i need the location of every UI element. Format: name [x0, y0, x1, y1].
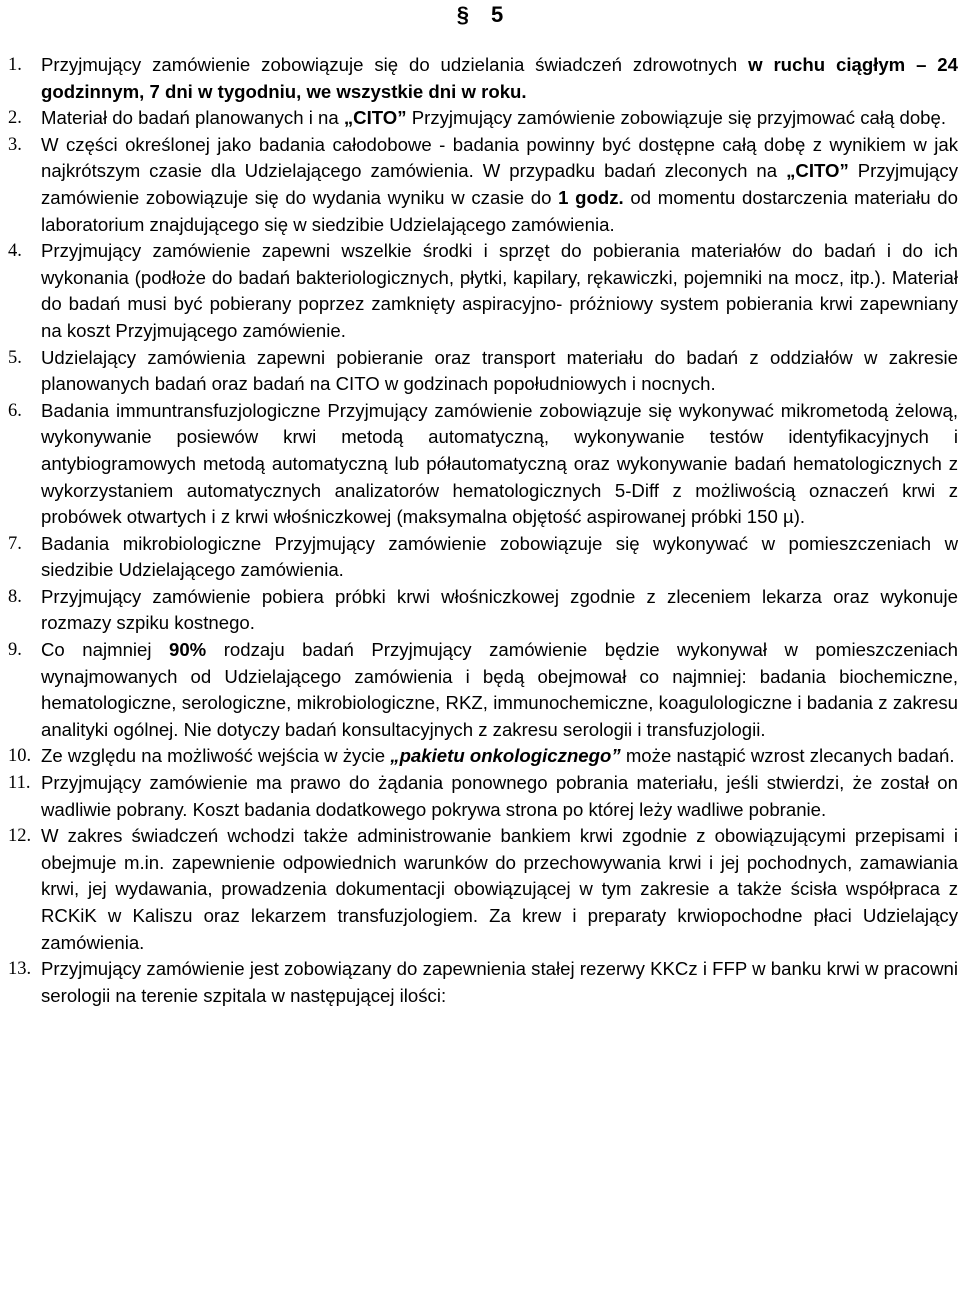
item-text — [41, 584, 958, 637]
list-item — [0, 823, 958, 956]
text-segment: Materiał do badań planowanych i na — [41, 107, 344, 129]
item-number: 7. — [8, 533, 22, 554]
bold-text: w ruchu ciągłym – 24 godzinnym, 7 dni w tygodniu, we wszystkie dni w roku. — [41, 54, 958, 102]
text-segment: od momentu dostarczenia materiału do laboratorium znajdującego się w siedzibie Udzielającego zamówienia. — [41, 186, 958, 235]
list-item — [0, 637, 958, 743]
text-segment: Badania mikrobiologiczne Przyjmujący zamówienie zobowiązuje się wykonywać w pomieszczeniach w siedzibie Udzielającego zamówienia. — [41, 532, 958, 581]
text-segment: Badania immuntransfuzjologiczne Przyjmujący zamówienie zobowiązuje się wykonywać mikrometodą żelową, wykonywanie posiewów krwi metodą automatyczną, wykonywanie testów identyfikacyjnych i antybiogramowych metodą automatyczną lub półautomatyczną oraz wykonywanie badań hematologicznych z wykorzystaniem automatycznych analizatorów hematologicznych 5-Diff z możliwością oznaczeń krwi z probówek otwartych i z krwi włośniczkowej (maksymalna objętość aspirowanej próbki 150 µ). — [41, 399, 958, 528]
item-number: 5. — [8, 347, 22, 368]
item-number: 12. — [8, 826, 32, 847]
item-text — [41, 238, 958, 344]
text-segment: Ze względu na możliwość wejścia w życie — [41, 745, 391, 767]
bold-text: 1 godz. — [558, 186, 624, 208]
item-text — [41, 637, 958, 743]
item-text — [41, 956, 958, 1009]
text-segment: może nastąpić wzrost zlecanych badań. — [620, 745, 955, 767]
list-item — [0, 238, 958, 344]
item-text — [41, 52, 958, 105]
list-item — [0, 52, 958, 105]
numbered-list — [0, 52, 958, 1009]
item-number: 13. — [8, 959, 32, 980]
list-item — [0, 531, 958, 584]
item-number: 8. — [8, 586, 22, 607]
item-number: 11. — [8, 773, 31, 794]
text-segment: Udzielający zamówienia zapewni pobieranie oraz transport materiału do badań z oddziałów w zakresie planowanych badań oraz badań na CITO w godzinach popołudniowych i nocnych. — [41, 346, 958, 395]
emphasis-text: „pakietu onkologicznego” — [390, 745, 621, 767]
bold-text — [390, 745, 620, 766]
list-item — [0, 956, 958, 1009]
list-item — [0, 132, 958, 238]
item-text — [41, 743, 958, 770]
section-symbol: § — [456, 2, 469, 27]
item-text — [41, 531, 958, 584]
text-segment: Przyjmujący zamówienie ma prawo do żądania ponownego pobrania materiału, jeśli stwierdzi, że został on wadliwie pobrany. Koszt badania dodatkowego pokrywa strona po której leży wadliwe pobranie. — [41, 772, 958, 820]
section-heading — [0, 0, 960, 30]
item-text — [41, 398, 958, 531]
text-segment: W zakres świadczeń wchodzi także administrowanie bankiem krwi zgodnie z obowiązującymi przepisami i obejmuje m.in. zapewnienie odpowiednich warunków do przechowywania krwi i jej pochodnych, zamawiania krwi, jej wydawania, prowadzenia dokumentacji obowiązującej w tym zakresie a także ścisła współpraca z RCKiK w Kaliszu oraz lekarzem transfuzjologiem. Za krew i preparaty krwiopochodne płaci Udzielający zamówienia. — [41, 825, 958, 953]
section-number: 5 — [491, 2, 504, 27]
item-text — [41, 823, 958, 956]
item-number: 1. — [8, 55, 22, 75]
item-number: 6. — [8, 400, 22, 421]
text-segment: rodzaju badań Przyjmujący zamówienie będzie wykonywał w pomieszczeniach wynajmowanych od Udzielającego zamówienia i będą obejmował co najmniej: badania biochemiczne, hematologiczne, serologiczne, mikrobiologiczne, RKZ, immunochemiczne, koagulologiczne i badania z zakresu analityki ogólnej. Nie dotyczy badań konsultacyjnych z zakresu serologii i transfuzjologii. — [41, 639, 958, 740]
item-text — [41, 770, 958, 823]
text-segment: Przyjmujący zamówienie pobiera próbki krwi włośniczkowej zgodnie z zleceniem lekarza oraz wykonuje rozmazy szpiku kostnego. — [41, 585, 958, 634]
list-item — [0, 105, 958, 132]
item-number: 10. — [8, 746, 32, 767]
item-number: 3. — [8, 134, 22, 155]
list-item — [0, 398, 958, 531]
item-number: 2. — [8, 108, 22, 129]
list-item — [0, 743, 958, 770]
text-segment: Co najmniej — [41, 639, 169, 661]
list-item — [0, 584, 958, 637]
bold-text: „CITO” — [343, 107, 407, 129]
bold-text: „CITO” — [786, 160, 849, 182]
item-text — [41, 345, 958, 398]
text-segment: Przyjmujący zamówienie zobowiązuje się do wydania wyniku w czasie do — [41, 160, 958, 208]
text-segment: Przyjmujący zamówienie jest zobowiązany do zapewnienia stałej rezerwy KKCz i FFP w banku krwi w pracowni serologii na terenie szpitala w następującej ilości: — [41, 958, 958, 1006]
item-text — [41, 132, 958, 238]
bold-text: 90% — [169, 639, 207, 661]
text-segment: W części określonej jako badania całodobowe - badania powinny być dostępne całą dobę z wynikiem w jak najkrótszym czasie dla Udzielającego zamówienia. W przypadku badań zleconych na — [41, 133, 958, 182]
text-segment: Przyjmujący zamówienie zapewni wszelkie środki i sprzęt do pobierania materiałów do badań i do ich wykonania (podłoże do badań bakteriologicznych, płytki, kapilary, rękawiczki, pojemniki na mocz, itp.). Materiał do badań musi być pobierany poprzez zamknięty aspiracyjno- próżniowy system pobierania krwi zapewniany na koszt Przyjmującego zamówienie. — [41, 240, 958, 341]
item-number: 4. — [8, 241, 22, 262]
text-segment: Przyjmujący zamówienie zobowiązuje się do udzielania świadczeń zdrowotnych — [41, 54, 749, 75]
text-segment: Przyjmujący zamówienie zobowiązuje się przyjmować całą dobę. — [406, 107, 947, 129]
list-item — [0, 770, 958, 823]
item-text — [41, 105, 958, 132]
item-number: 9. — [8, 640, 22, 661]
list-item — [0, 345, 958, 398]
